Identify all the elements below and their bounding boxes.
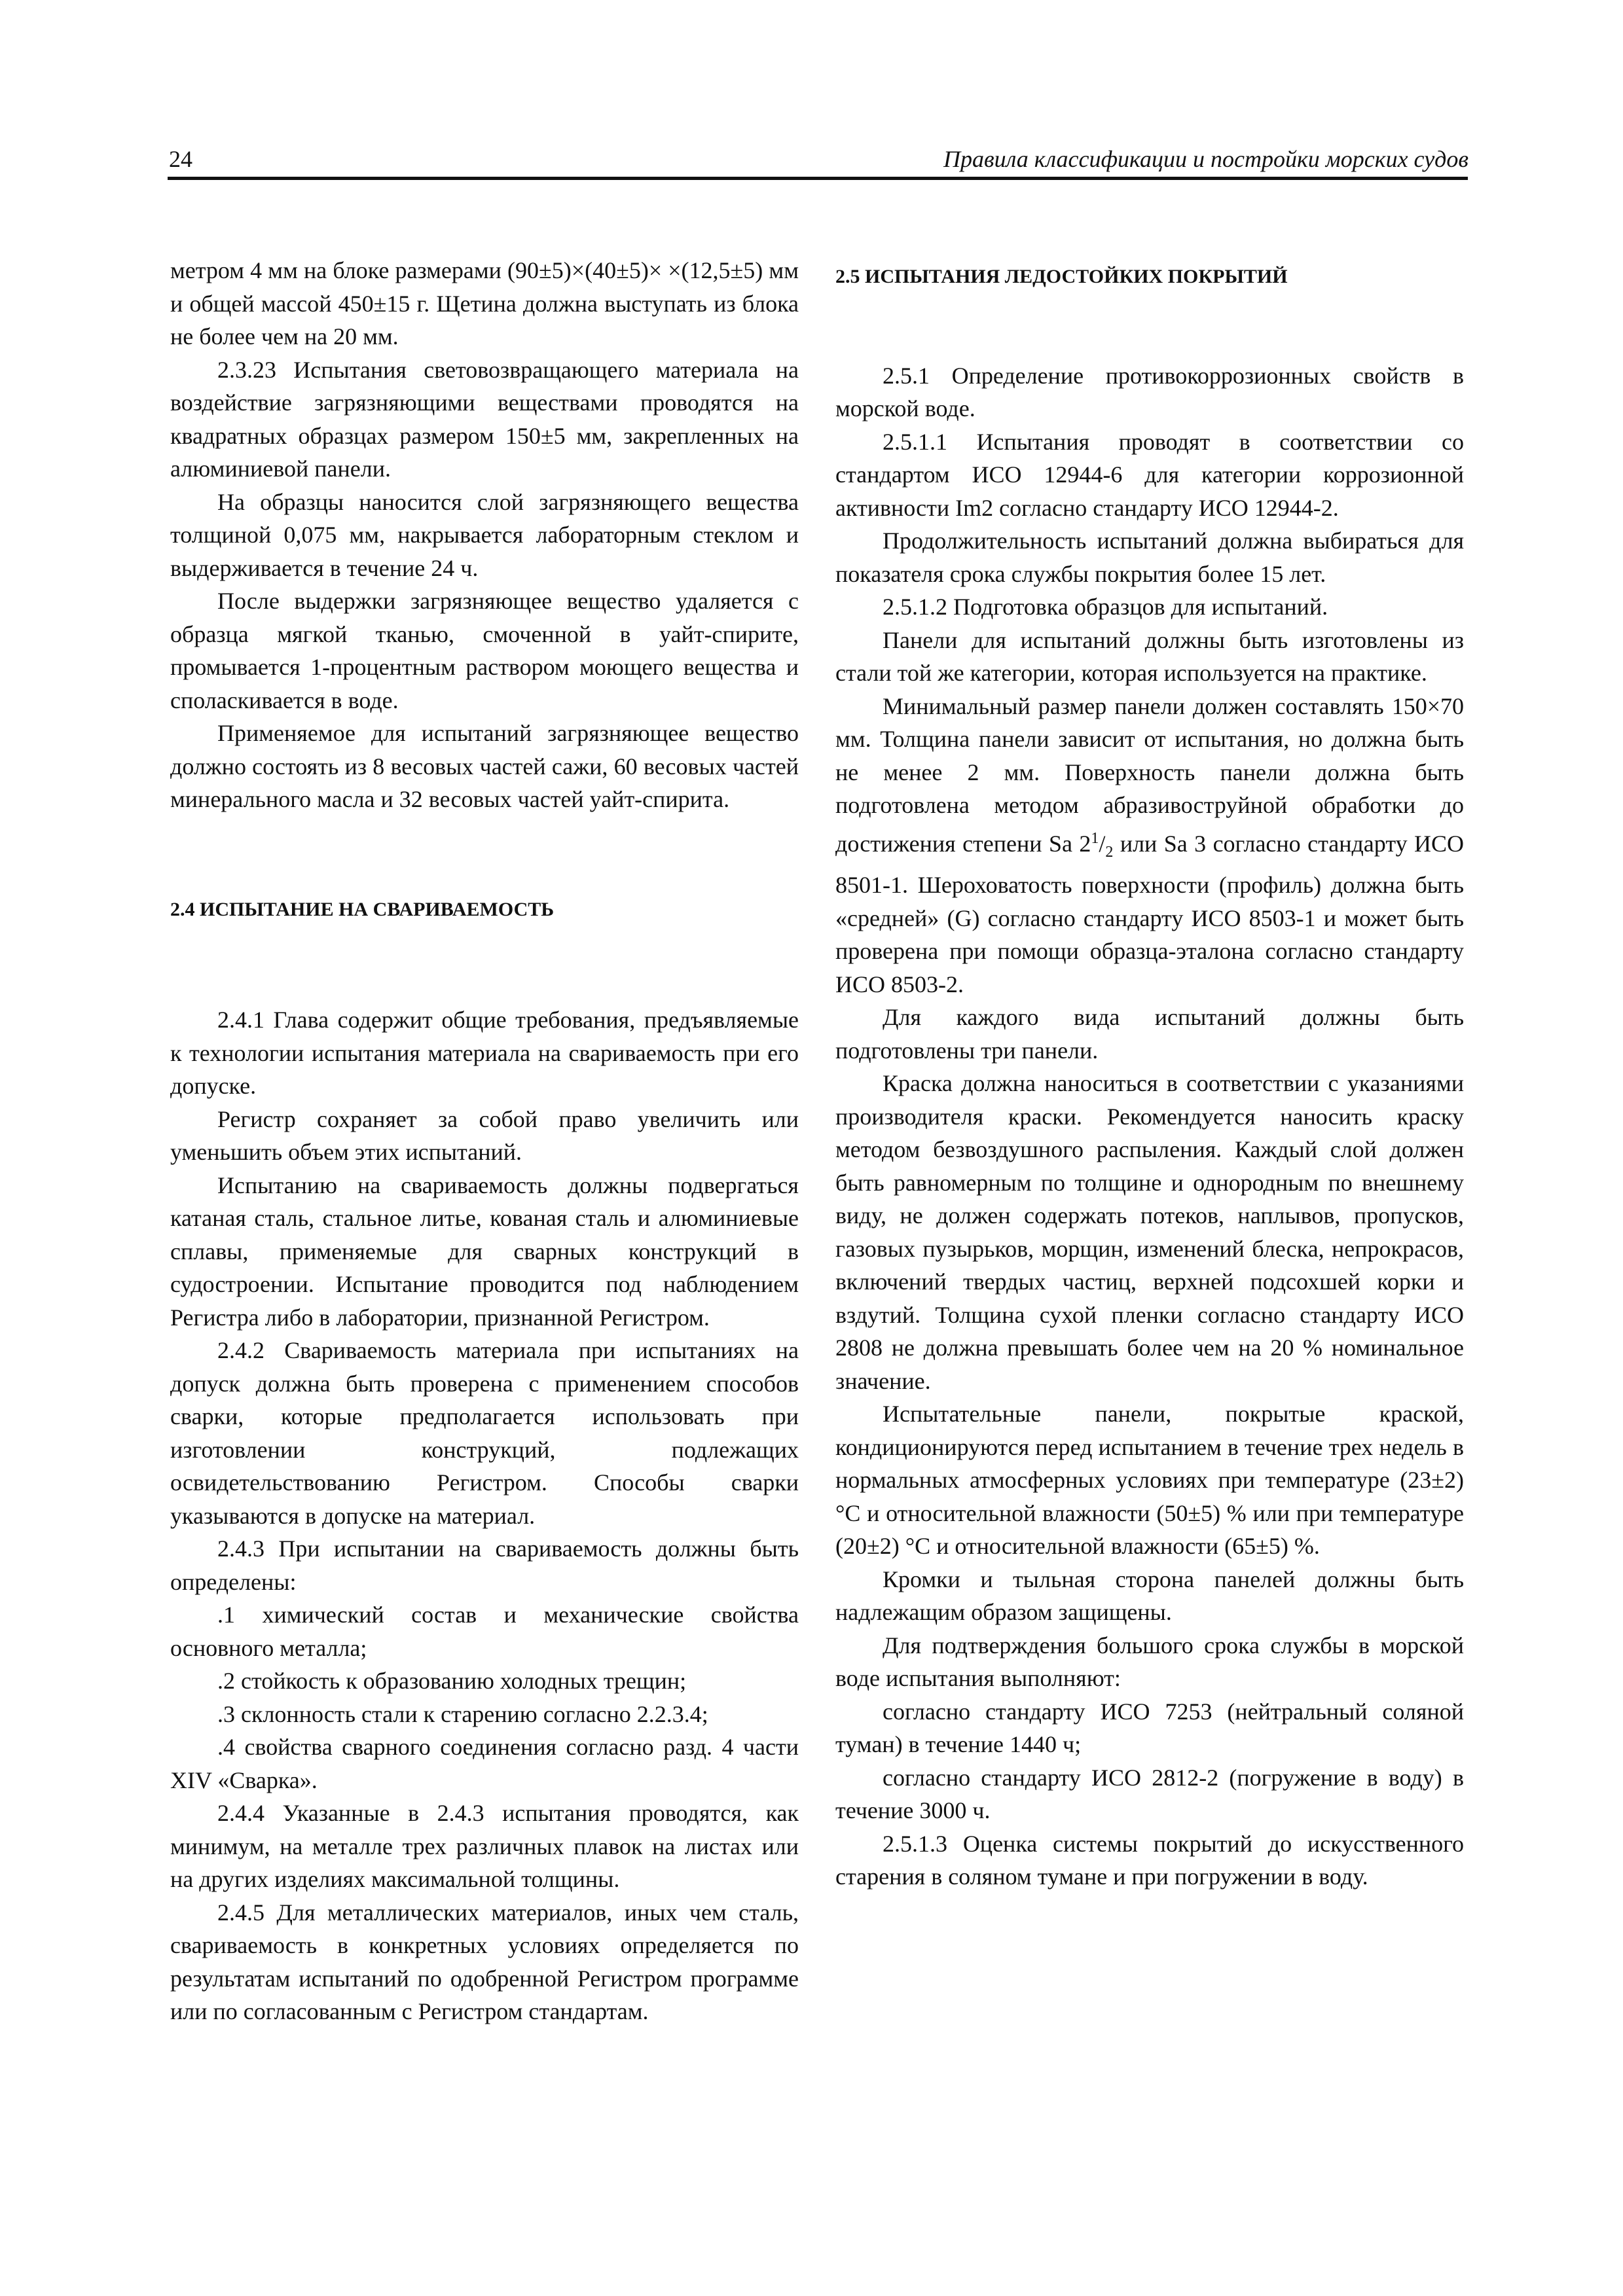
paragraph: Применяемое для испытаний загрязняющее вещество должно состоять из 8 весовых частей сажи, 60 весовых частей минерального масла и 32 весовых частей уайт-спирита. [170, 720, 799, 812]
paragraph: Панели для испытаний должны быть изготовлены из стали той же категории, которая используется на практике. [835, 626, 1464, 686]
right-column [835, 254, 1464, 1893]
page-number: 24 [169, 146, 192, 172]
section-heading-2-4: 2.4 ИСПЫТАНИЕ НА СВАРИВАЕМОСТЬ [170, 898, 555, 920]
list-item: согласно стандарту ИСО 2812-2 (погружение в воду) в течение 3000 ч. [835, 1764, 1464, 1824]
paragraph: На образцы наносится слой загрязняющего вещества толщиной 0,075 мм, накрывается лабораторным стеклом и выдерживается в течение 24 ч. [170, 488, 799, 581]
paragraph [835, 690, 1464, 1001]
paragraph: Регистр сохраняет за собой право увеличить или уменьшить объем этих испытаний. [170, 1105, 799, 1165]
paragraph: 2.3.23 Испытания световозвращающего материала на воздействие загрязняющими веществами проводятся на квадратных образцах размером 150±5 мм, закрепленных на алюминиевой панели. [170, 356, 799, 482]
list-item: согласно стандарту ИСО 7253 (нейтральный соляной туман) в течение 1440 ч; [835, 1698, 1464, 1758]
paragraph: Испытанию на свариваемость должны подвергаться катаная сталь, стальное литье, кованая сталь и алюминиевые сплавы, применяемые для сварных конструкций в судостроении. Испытание проводится под наблюдением Регистра либо в лаборатории, признанной Регистром. [170, 1172, 799, 1331]
paragraph: Для каждого вида испытаний должны быть подготовлены три панели. [835, 1004, 1464, 1064]
paragraph: 2.4.3 При испытании на свариваемость должны быть определены: [170, 1535, 799, 1595]
fraction-slash: / [1099, 830, 1106, 857]
fraction-denominator: 2 [1105, 843, 1114, 861]
paragraph: Испытательные панели, покрытые краской, кондиционируются перед испытанием в течение трех недель в нормальных атмосферных условиях при температуре (23±2) °C и относительной влажности (50±5) % или при температуре (20±2) °C и относительной влажности (65±5) %. [835, 1401, 1464, 1560]
list-item: .1 химический состав и механические свойства основного металла; [170, 1602, 799, 1661]
paragraph-part: Минимальный размер панели должен составлять 150×70 мм. Толщина панели зависит от испытания, но должна быть не менее 2 мм. Поверхность панели должна быть подготовлена методом абразивоструйной обработки до достижения степени Sa 2 [835, 692, 1464, 857]
paragraph: Кромки и тыльная сторона панелей должны быть надлежащим образом защищены. [835, 1566, 1464, 1626]
list-item: .3 склонность стали к старению согласно 2.2.3.4; [217, 1700, 708, 1727]
paragraph: 2.5.1.2 Подготовка образцов для испытаний. [883, 594, 1328, 620]
paragraph: 2.5.1.1 Испытания проводят в соответствии со стандартом ИСО 12944-6 для категории коррозионной активности Im2 согласно стандарту ИСО 12944-2. [835, 428, 1464, 521]
fraction-numerator: 1 [1091, 829, 1099, 847]
section-heading-2-5: 2.5 ИСПЫТАНИЯ ЛЕДОСТОЙКИХ ПОКРЫТИЙ [835, 266, 1288, 287]
paragraph-part: или Sa 3 согласно стандарту ИСО 8501-1. Шероховатость поверхности (профиль) должна быть «средней» (G) согласно стандарту ИСО 8503-1 и может быть проверена при помощи образца-эталона согласно стандарту ИСО 8503-2. [835, 830, 1464, 997]
paragraph: 2.4.4 Указанные в 2.4.3 испытания проводятся, как минимум, на металле трех различных плавок на листах или на других изделиях максимальной толщины. [170, 1800, 799, 1892]
paragraph: 2.4.1 Глава содержит общие требования, предъявляемые к технологии испытания материала на свариваемость при его допуске. [170, 1007, 799, 1099]
list-item: .4 свойства сварного соединения согласно разд. 4 части XIV «Сварка». [170, 1734, 799, 1793]
paragraph: Краска должна наноситься в соответствии с указаниями производителя краски. Рекомендуется наносить краску методом безвоздушного распыления. Каждый слой должен быть равномерным по толщине и однородным по внешнему виду, не должен содержать потеков, наплывов, пропусков, газовых пузырьков, морщин, изменений блеска, непрокрасов, включений твердых частиц, верхней подсохшей корки и вздутий. Толщина сухой пленки согласно стандарту ИСО 2808 не должна превышать более чем на 20 % номинальное значение. [835, 1070, 1464, 1394]
running-title: Правила классификации и постройки морских судов [943, 146, 1468, 172]
left-column [170, 254, 799, 2028]
paragraph: После выдержки загрязняющее вещество удаляется с образца мягкой тканью, смоченной в уайт-спирите, промывается 1-процентным раствором моющего вещества и споласкивается в воде. [170, 588, 799, 713]
paragraph: Для подтверждения большого срока службы в морской воде испытания выполняют: [835, 1632, 1464, 1692]
paragraph: 2.5.1 Определение противокоррозионных свойств в морской воде. [835, 362, 1464, 422]
paragraph: 2.4.5 Для металлических материалов, иных чем сталь, свариваемость в конкретных условиях определяется по результатам испытаний по одобренной Регистром программе или по согласованным с Регистром стандартам. [170, 1899, 799, 2024]
header-rule [168, 177, 1468, 180]
paragraph: 2.5.1.3 Оценка системы покрытий до искусственного старения в соляном тумане и при погружении в воду. [835, 1830, 1464, 1890]
paragraph: Продолжительность испытаний должна выбираться для показателя срока службы покрытия более 15 лет. [835, 528, 1464, 587]
list-item: .2 стойкость к образованию холодных трещин; [217, 1668, 687, 1694]
paragraph: метром 4 мм на блоке размерами (90±5)×(40±5)× ×(12,5±5) мм и общей массой 450±15 г. Щетина должна выступать из блока не более чем на 20 мм. [170, 257, 799, 350]
paragraph: 2.4.2 Свариваемость материала при испытаниях на допуск должна быть проверена с применением способов сварки, которые предполагается использовать при изготовлении конструкций, подлежащих освидетельствованию Регистром. Способы сварки указываются в допуске на материал. [170, 1337, 799, 1529]
